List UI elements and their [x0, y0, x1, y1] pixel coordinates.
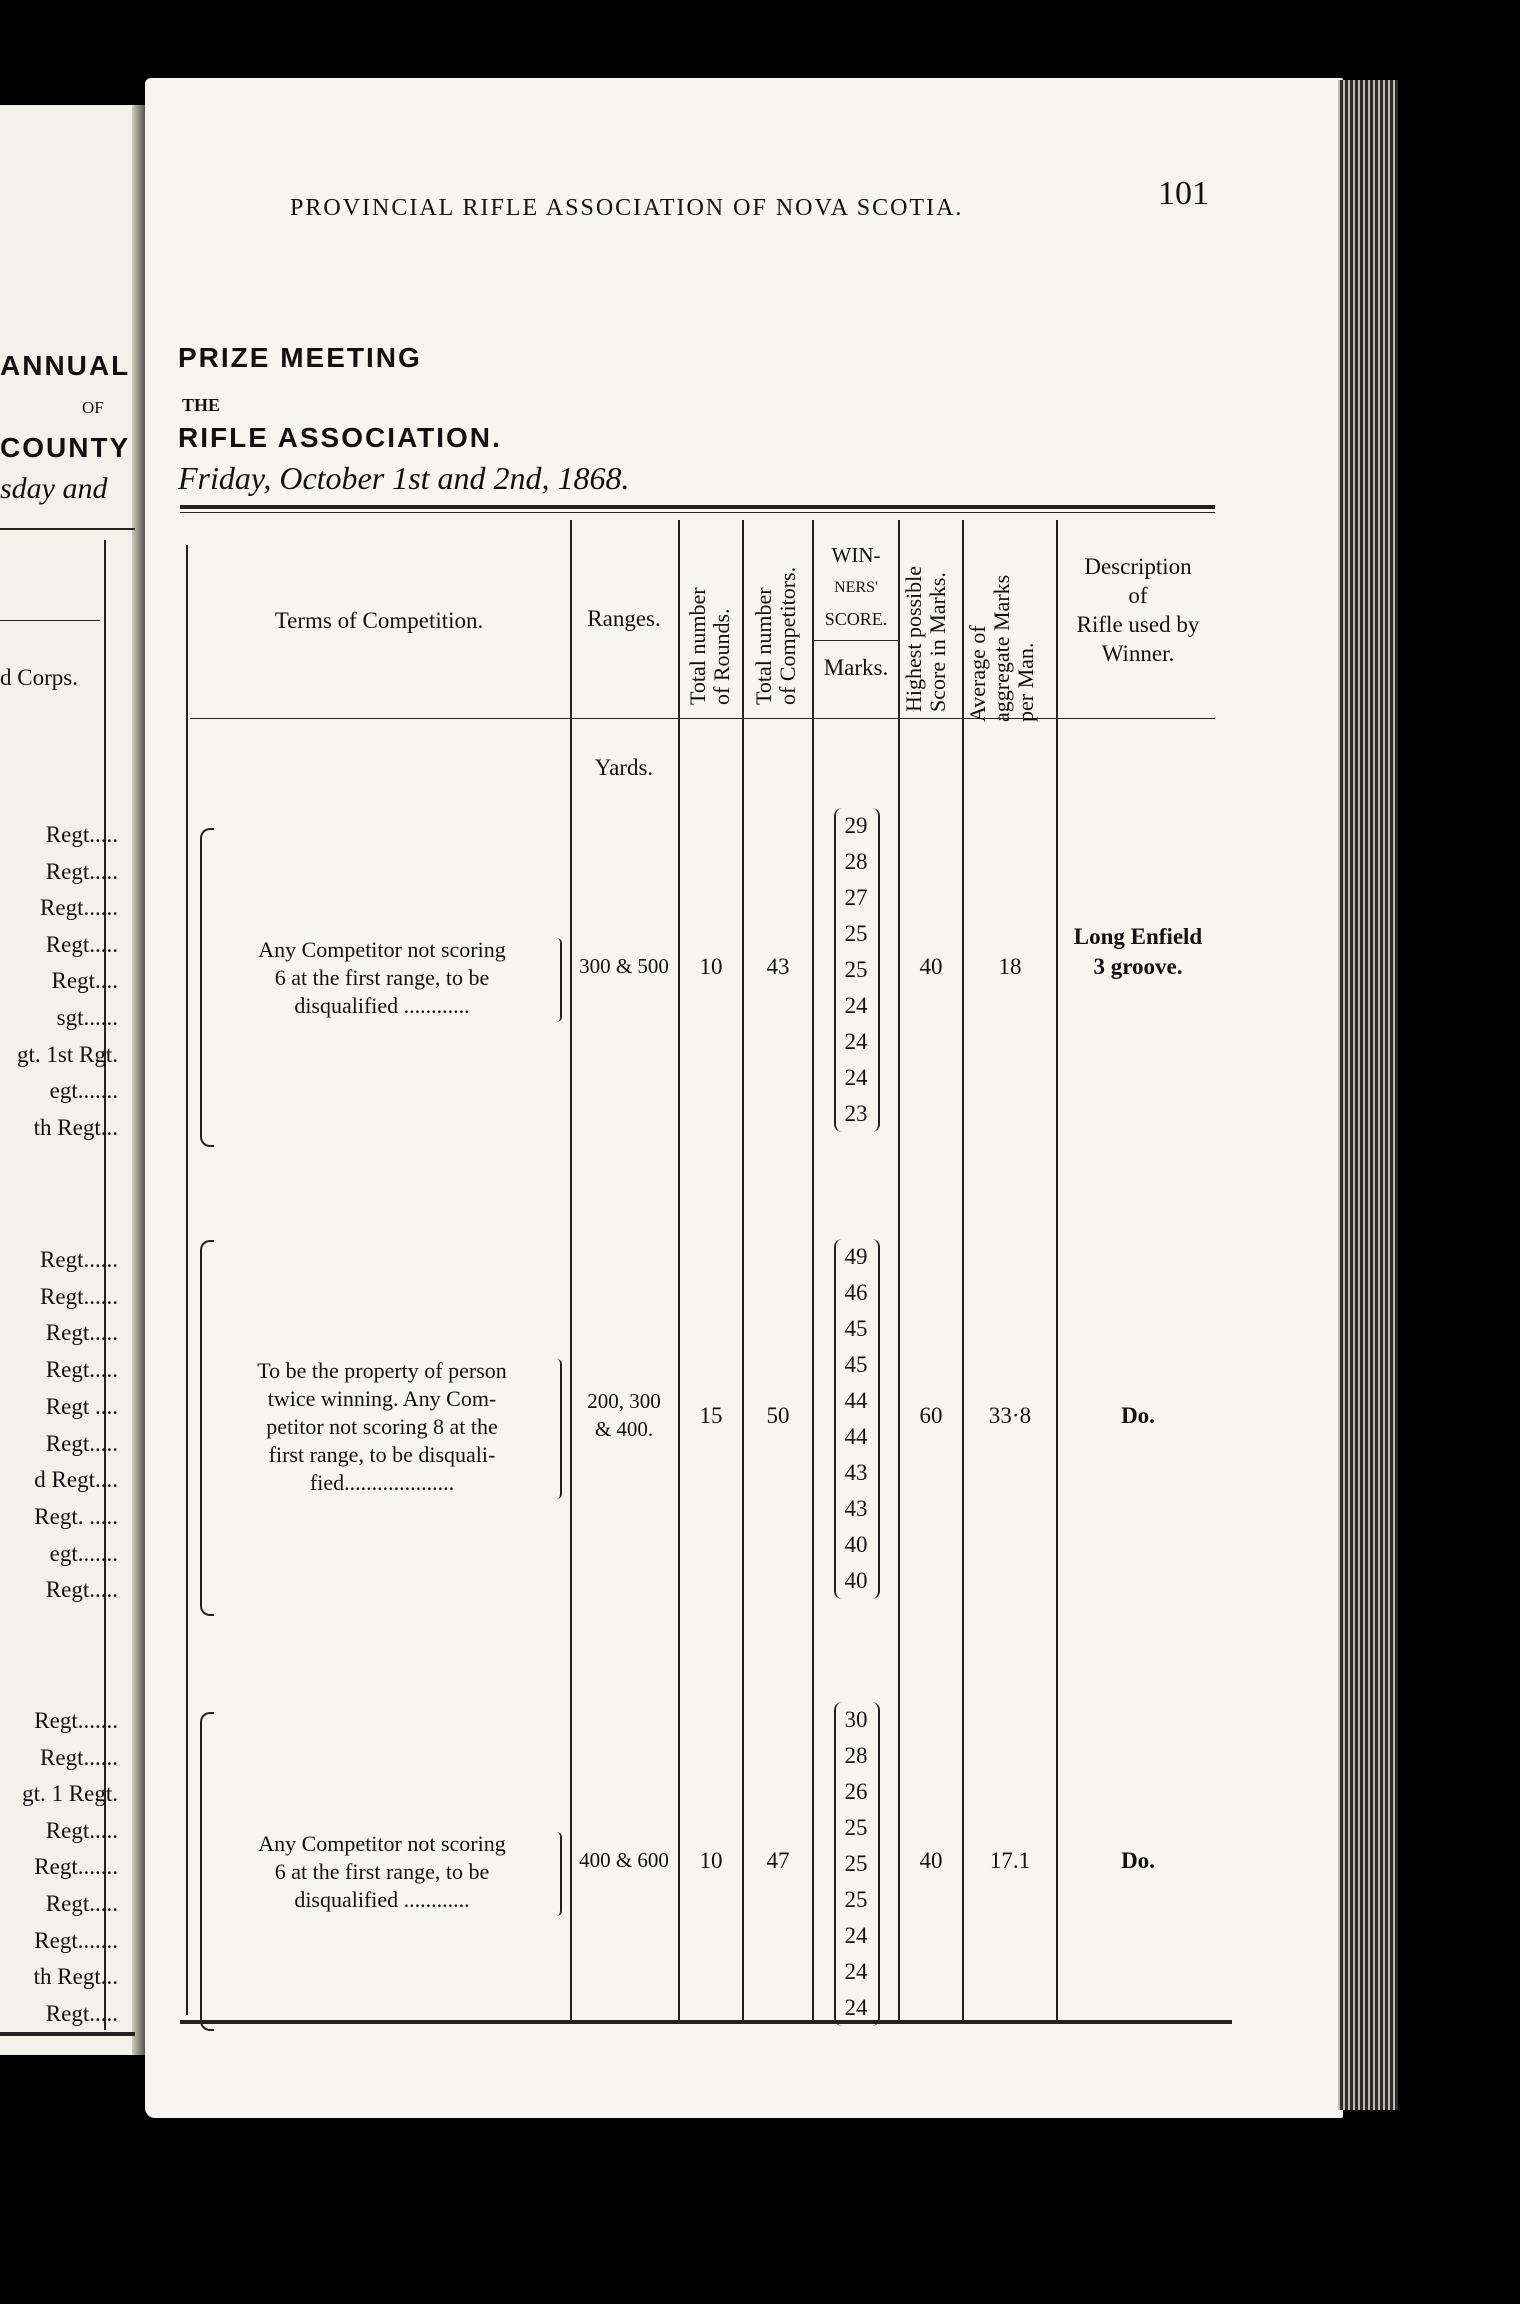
terms-line: To be the property of person — [257, 1358, 507, 1383]
col-rule-rounds — [742, 520, 744, 2020]
mark-value: 28 — [844, 1743, 868, 1768]
header-bottom-rule — [190, 718, 1215, 719]
terms-line: twice winning. Any Com- — [267, 1386, 497, 1411]
left-regiment-entry: th Regt... — [33, 1114, 118, 1140]
left-regiment-entry: egt....... — [49, 1540, 118, 1566]
header-terms: Terms of Competition. — [274, 608, 484, 633]
left-regiment-entry: Regt...... — [40, 895, 118, 921]
terms-line: 6 at the first range, to be — [274, 965, 490, 990]
mark-value: 40 — [844, 1568, 868, 1593]
terms-line: disqualified ............ — [294, 993, 470, 1018]
header-rounds: Total number of Rounds. — [685, 587, 734, 705]
left-regiment-entry: Regt..... — [45, 2000, 118, 2026]
terms-brace — [552, 1832, 562, 1916]
terms-line: Any Competitor not scoring — [258, 1831, 506, 1856]
heading-the: THE — [182, 395, 221, 415]
mark-value: 28 — [844, 849, 868, 874]
mark-value: 30 — [844, 1707, 868, 1732]
header-description: Description of Rifle used by Winner. — [1076, 554, 1200, 666]
left-regiment-entry: sgt...... — [56, 1005, 118, 1030]
left-regiment-entry: gt. 1st Rgt. — [17, 1041, 118, 1067]
mark-value: 45 — [844, 1352, 868, 1377]
mark-value: 25 — [844, 921, 868, 946]
col-rule-highest — [962, 520, 964, 2020]
rounds-value: 10 — [699, 954, 723, 979]
col-rule-ranges — [678, 520, 680, 2020]
left-regiment-entry: Regt..... — [45, 1817, 118, 1843]
left-heading-date: sday and — [0, 472, 108, 505]
mark-value: 44 — [844, 1424, 868, 1449]
mark-value: 24 — [844, 1065, 868, 1090]
ranges-value: & 400. — [594, 1417, 654, 1441]
left-regiment-entry: th Regt... — [33, 1964, 118, 1990]
terms-line: first range, to be disquali- — [268, 1442, 496, 1467]
terms-line: 6 at the first range, to be — [274, 1859, 490, 1884]
left-header-rule — [0, 620, 100, 621]
page-number: 101 — [1158, 175, 1209, 212]
description-value: Do. — [1121, 1848, 1155, 1873]
col-rule-marks — [898, 520, 900, 2020]
mark-value: 46 — [844, 1280, 868, 1305]
left-col-header: d Corps. — [0, 665, 78, 690]
ranges-value: 400 & 600 — [579, 1848, 669, 1872]
header-average: Average of aggregate Marks per Man. — [965, 574, 1038, 722]
competitors-value: 50 — [766, 1403, 790, 1428]
mark-value: 49 — [844, 1244, 868, 1269]
rounds-value: 10 — [699, 1848, 723, 1873]
mark-value: 24 — [844, 1959, 868, 1984]
terms-line: petitor not scoring 8 at the — [266, 1414, 498, 1439]
left-regiment-entry: Regt....... — [34, 1854, 118, 1880]
mark-value: 27 — [844, 885, 868, 910]
mark-value: 40 — [844, 1532, 868, 1557]
mark-value: 24 — [844, 1923, 868, 1948]
mark-value: 25 — [844, 1887, 868, 1912]
left-regiment-entry: Regt...... — [40, 1283, 118, 1309]
header-marks: Marks. — [823, 655, 889, 680]
left-regiment-entry: Regt..... — [45, 858, 118, 884]
mark-value: 43 — [844, 1460, 868, 1485]
left-regiment-entry: Regt....... — [34, 1927, 118, 1953]
header-winners-score: WIN- NERS' SCORE. — [824, 543, 888, 629]
mark-value: 24 — [844, 1995, 868, 2020]
left-regiment-entry: Regt. ..... — [34, 1503, 118, 1529]
terms-line: disqualified ............ — [294, 1887, 470, 1912]
terms-line: Any Competitor not scoring — [258, 937, 506, 962]
competitors-value: 47 — [766, 1848, 790, 1873]
heading-date: Friday, October 1st and 2nd, 1868. — [178, 460, 630, 496]
table-top-rule — [180, 505, 1215, 509]
left-rule — [0, 528, 135, 530]
heading-prize-meeting: PRIZE MEETING — [178, 342, 422, 373]
ranges-unit: Yards. — [594, 755, 654, 780]
highest-value: 40 — [919, 1848, 943, 1873]
left-regiment-entry: Regt..... — [45, 822, 118, 847]
ranges-value: 200, 300 — [587, 1389, 661, 1413]
highest-value: 40 — [919, 954, 943, 979]
competitors-value: 43 — [766, 954, 790, 979]
header-highest: Highest possible Score in Marks. — [901, 565, 950, 712]
left-regiment-entry: egt....... — [49, 1078, 118, 1104]
winners-score-rule — [814, 640, 898, 641]
description-value: Do. — [1121, 1403, 1155, 1428]
highest-value: 60 — [919, 1403, 943, 1428]
mark-value: 44 — [844, 1388, 868, 1413]
mark-value: 24 — [844, 993, 868, 1018]
description-value: Long Enfield — [1073, 924, 1203, 949]
mark-value: 24 — [844, 1029, 868, 1054]
left-regiment-entry: gt. 1 Regt. — [22, 1781, 118, 1807]
rounds-value: 15 — [699, 1403, 723, 1428]
mark-value: 25 — [844, 1815, 868, 1840]
left-heading-of: OF — [82, 398, 104, 417]
mark-value: 25 — [844, 957, 868, 982]
left-regiment-entry: Regt..... — [45, 1891, 118, 1916]
mark-value: 29 — [844, 813, 868, 838]
terms-line: fied.................... — [309, 1470, 455, 1495]
left-heading-county: COUNTY — [0, 432, 131, 463]
left-regiment-entry: Regt....... — [34, 1708, 118, 1733]
average-value: 18 — [998, 954, 1022, 979]
running-head-title: PROVINCIAL RIFLE ASSOCIATION OF NOVA SCOTIA. — [290, 195, 964, 221]
mark-value: 26 — [844, 1779, 868, 1804]
average-value: 33·8 — [988, 1403, 1032, 1428]
col-rule-terms — [570, 520, 572, 2020]
left-regiment-entry: Regt..... — [45, 1357, 118, 1383]
table-bottom-rule — [180, 2020, 1232, 2024]
ranges-value: 300 & 500 — [579, 954, 669, 978]
terms-brace — [552, 1359, 562, 1499]
left-regiment-entry: Regt.... — [51, 968, 118, 994]
left-regiment-entry: Regt .... — [45, 1393, 118, 1419]
left-regiment-entry: Regt..... — [45, 931, 118, 957]
main-page — [145, 78, 1343, 2118]
col-rule-average — [1056, 520, 1058, 2020]
average-value: 17.1 — [989, 1848, 1031, 1873]
heading-rifle-association: RIFLE ASSOCIATION. — [178, 422, 502, 453]
left-bottom-rule — [0, 2032, 135, 2036]
left-regiment-entry: Regt..... — [45, 1430, 118, 1456]
mark-value: 25 — [844, 1851, 868, 1876]
header-competitors: Total number of Competitors. — [751, 566, 800, 705]
mark-value: 23 — [844, 1101, 868, 1126]
table-top-rule-thin — [180, 512, 1215, 513]
left-regiment-entry: Regt..... — [45, 1320, 118, 1346]
left-regiment-entry: Regt..... — [45, 1577, 118, 1603]
left-regiment-entry: Regt...... — [40, 1744, 118, 1770]
left-regiment-entry: d Regt.... — [34, 1467, 118, 1493]
mark-value: 45 — [844, 1316, 868, 1341]
description-value: 3 groove. — [1093, 954, 1183, 979]
header-ranges: Ranges. — [587, 606, 661, 631]
left-heading-annual: ANNUAL — [0, 350, 131, 381]
page-edges — [1338, 80, 1398, 2110]
mark-value: 43 — [844, 1496, 868, 1521]
terms-brace — [552, 938, 562, 1022]
left-regiment-entry: Regt...... — [40, 1247, 118, 1272]
col-rule-left — [186, 545, 188, 2015]
